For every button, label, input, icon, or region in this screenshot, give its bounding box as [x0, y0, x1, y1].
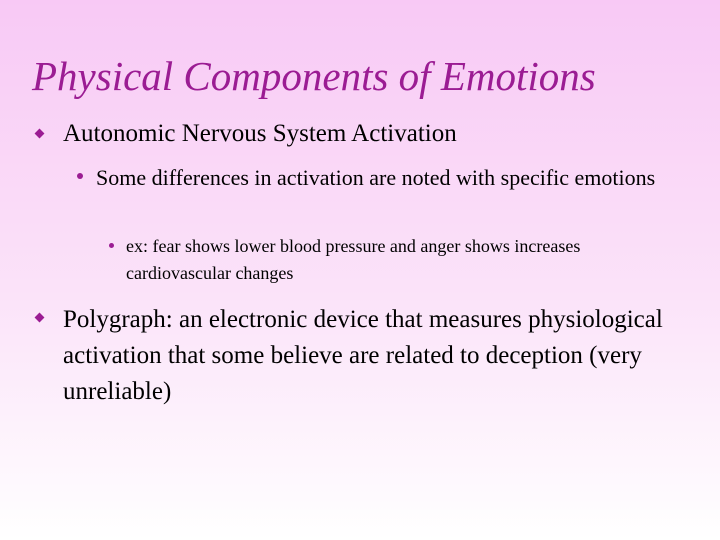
bullet-text: Some differences in activation are noted with specific emotions — [96, 165, 656, 190]
bullet-text: Polygraph: an electronic device that measures physiological activation that some believe are related to deception (very unreliable) — [63, 306, 663, 405]
dot-bullet-icon — [109, 243, 114, 248]
sub-sub-bullet-example — [109, 233, 689, 287]
bullet-autonomic-activation — [36, 118, 676, 150]
bullet-polygraph — [36, 302, 676, 410]
bullet-text: Autonomic Nervous System Activation — [63, 120, 457, 147]
bullet-text: ex: fear shows lower blood pressure and anger shows increases cardiovascular changes — [126, 236, 581, 283]
slide-title: Physical Components of Emotions — [32, 53, 596, 99]
diamond-bullet-icon — [35, 313, 45, 323]
dot-bullet-icon — [77, 173, 83, 179]
sub-bullet-activation-differences — [77, 163, 707, 192]
diamond-bullet-icon — [35, 129, 45, 139]
